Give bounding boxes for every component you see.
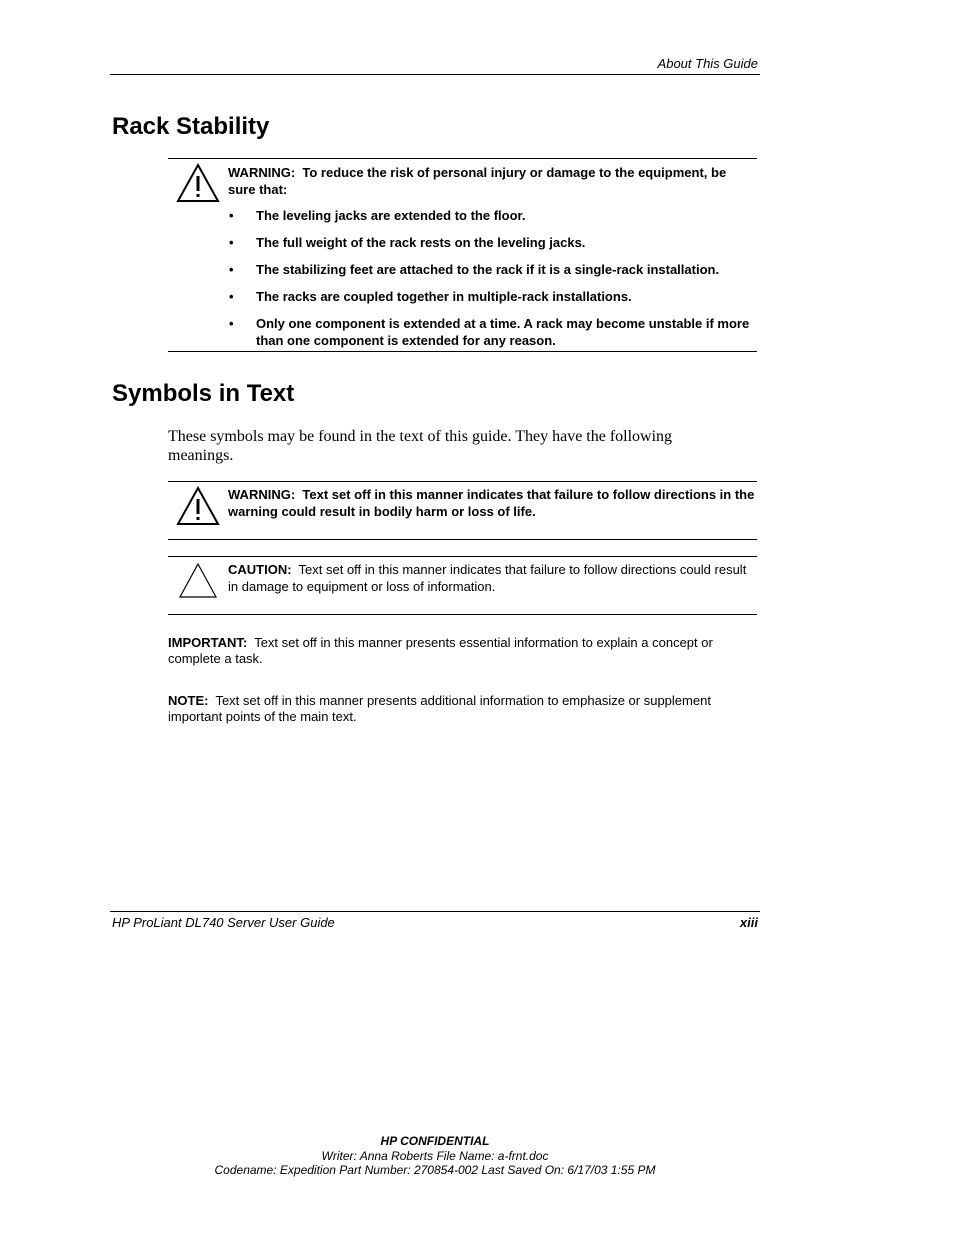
list-item: • Only one component is extended at a time. A rack may become unstable if more than one component is extended for any reason. <box>229 316 750 348</box>
warning-label: WARNING: <box>228 165 296 180</box>
symbol-caution-text <box>228 561 757 595</box>
caution-icon <box>176 560 220 602</box>
caution-label: CAUTION: <box>228 562 292 577</box>
footer-title: HP ProLiant DL740 Server User Guide <box>112 915 335 930</box>
important-label: IMPORTANT: <box>168 635 248 650</box>
header-rule <box>110 74 760 75</box>
warning-icon <box>176 162 220 204</box>
important-message: Text set off in this manner presents essential information to explain a concept or complete a task. <box>168 635 713 666</box>
list-item: • The leveling jacks are extended to the floor. <box>229 208 526 223</box>
symbols-heading: Symbols in Text <box>112 380 295 407</box>
confidential-label: HP CONFIDENTIAL <box>380 1134 490 1148</box>
warning-icon <box>176 485 220 527</box>
symbols-intro: These symbols may be found in the text of this guide. They have the following meanings. <box>168 428 673 464</box>
symbol-warning-box <box>168 481 757 540</box>
codename-info: Codename: Expedition Part Number: 270854-002 Last Saved On: 6/17/03 1:55 PM <box>214 1163 656 1177</box>
writer-info: Writer: Anna Roberts File Name: a-frnt.doc <box>321 1149 549 1163</box>
symbol-warning-text <box>228 486 757 520</box>
list-item: • The racks are coupled together in multiple-rack installations. <box>229 289 632 304</box>
rack-warning-text <box>228 164 757 198</box>
footer-rule <box>110 911 760 912</box>
note-label: NOTE: <box>168 693 209 708</box>
symbol-caution-box <box>168 556 757 615</box>
warning-message: Text set off in this manner indicates that failure to follow directions in the warning could result in bodily harm or loss of life. <box>228 487 755 519</box>
rack-warning-box <box>168 158 757 352</box>
caution-message: Text set off in this manner indicates that failure to follow directions could result in damage to equipment or loss of information. <box>228 562 747 594</box>
note-paragraph <box>168 693 760 725</box>
list-item: • The stabilizing feet are attached to the rack if it is a single-rack installation. <box>229 262 720 277</box>
rack-requirements-list <box>228 207 757 349</box>
warning-label: WARNING: <box>228 487 296 502</box>
running-header: About This Guide <box>657 56 758 71</box>
list-item: • The full weight of the rack rests on the leveling jacks. <box>229 235 586 250</box>
page-number: xiii <box>739 915 758 930</box>
note-message: Text set off in this manner presents additional information to emphasize or supplement important points of the main text. <box>168 693 711 724</box>
warning-message: To reduce the risk of personal injury or damage to the equipment, be sure that: <box>228 165 727 197</box>
important-paragraph <box>168 635 760 667</box>
rack-stability-heading: Rack Stability <box>112 113 270 140</box>
